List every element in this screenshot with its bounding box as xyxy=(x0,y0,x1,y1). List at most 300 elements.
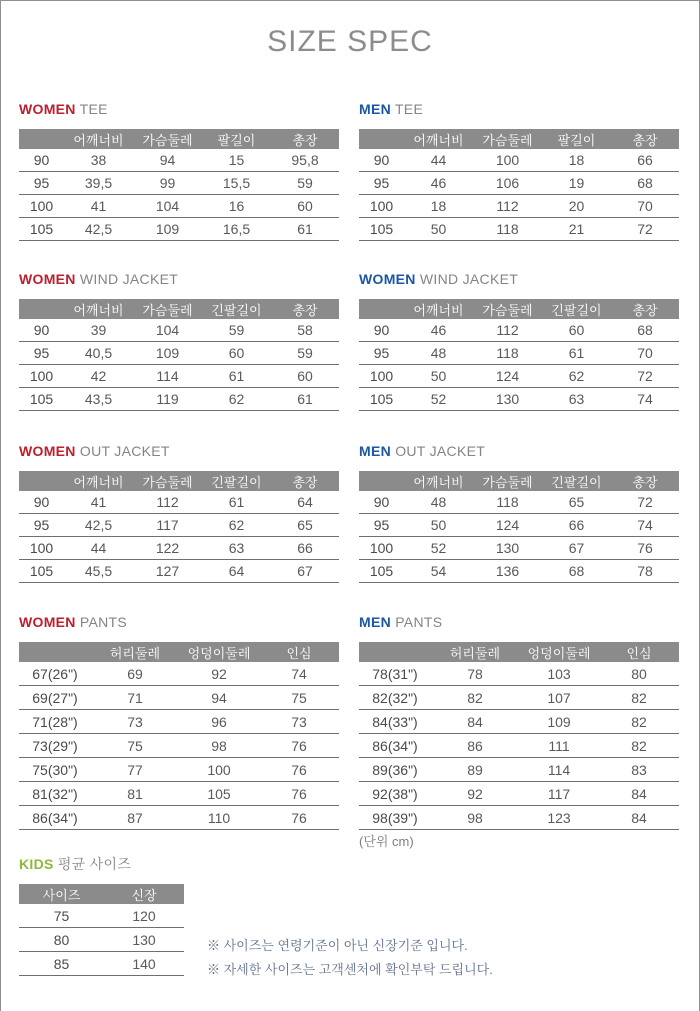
row-size-label: 86(34") xyxy=(19,806,91,830)
column-header: 어깨너비 xyxy=(404,471,473,491)
size-value: 94 xyxy=(133,149,202,172)
size-value: 87 xyxy=(91,806,179,830)
section-title xyxy=(19,101,339,117)
unit-note: (단위 cm) xyxy=(359,834,414,849)
table-row xyxy=(19,149,339,172)
table-row xyxy=(359,560,679,583)
size-value: 77 xyxy=(91,758,179,782)
section-brand-label: WOMEN xyxy=(359,271,416,287)
column-header: 긴팔길이 xyxy=(542,299,611,319)
table-row xyxy=(19,388,339,411)
column-header xyxy=(359,471,404,491)
size-value: 106 xyxy=(473,172,542,195)
table-row xyxy=(19,365,339,388)
column-header xyxy=(359,299,404,319)
section-title xyxy=(359,614,679,630)
row-size-label: 105 xyxy=(19,560,64,583)
size-value: 82 xyxy=(599,686,679,710)
size-value: 60 xyxy=(271,195,339,218)
row-size-label: 90 xyxy=(19,319,64,342)
row-size-label: 100 xyxy=(19,365,64,388)
section-men-pants xyxy=(359,614,679,830)
size-value: 140 xyxy=(104,952,184,976)
size-value: 99 xyxy=(133,172,202,195)
size-value: 63 xyxy=(202,537,271,560)
section-name-label: WIND JACKET xyxy=(415,271,519,287)
size-value: 60 xyxy=(271,365,339,388)
column-header: 어깨너비 xyxy=(404,129,473,149)
size-value: 95,8 xyxy=(271,149,339,172)
row-size-label: 100 xyxy=(359,537,404,560)
section-title xyxy=(359,101,679,117)
column-header: 어깨너비 xyxy=(404,299,473,319)
size-value: 61 xyxy=(271,218,339,241)
table-row xyxy=(359,782,679,806)
size-value: 50 xyxy=(404,365,473,388)
size-value: 81 xyxy=(91,782,179,806)
size-value: 62 xyxy=(202,388,271,411)
row-size-label: 90 xyxy=(359,491,404,514)
column-header: 팔길이 xyxy=(202,129,271,149)
column-header: 허리둘레 xyxy=(91,642,179,662)
size-value: 84 xyxy=(431,710,519,734)
row-size-label: 75 xyxy=(19,904,104,928)
column-header: 총장 xyxy=(611,129,679,149)
table-row xyxy=(359,365,679,388)
size-value: 72 xyxy=(611,218,679,241)
column-header xyxy=(359,129,404,149)
column-header: 팔길이 xyxy=(542,129,611,149)
column-header: 총장 xyxy=(271,471,339,491)
size-value: 52 xyxy=(404,388,473,411)
size-value: 71 xyxy=(91,686,179,710)
size-value: 122 xyxy=(133,537,202,560)
size-value: 82 xyxy=(599,710,679,734)
size-table xyxy=(19,129,339,241)
size-value: 64 xyxy=(202,560,271,583)
table-row xyxy=(359,195,679,218)
column-header: 인심 xyxy=(599,642,679,662)
size-value: 46 xyxy=(404,319,473,342)
size-value: 120 xyxy=(104,904,184,928)
table-row xyxy=(19,560,339,583)
size-value: 59 xyxy=(271,172,339,195)
size-value: 59 xyxy=(202,319,271,342)
size-value: 38 xyxy=(64,149,133,172)
column-header: 엉덩이둘레 xyxy=(179,642,259,662)
row-size-label: 92(38") xyxy=(359,782,431,806)
size-value: 67 xyxy=(542,537,611,560)
size-table xyxy=(19,299,339,411)
footnote: ※ 자세한 사이즈는 고객센처에 확인부탁 드립니다. xyxy=(207,962,493,977)
row-size-label: 81(32") xyxy=(19,782,91,806)
section-kids-평균-사이즈 xyxy=(19,856,184,976)
column-header: 허리둘레 xyxy=(431,642,519,662)
column-header xyxy=(19,299,64,319)
table-row xyxy=(19,195,339,218)
size-value: 61 xyxy=(542,342,611,365)
size-value: 64 xyxy=(271,491,339,514)
size-value: 41 xyxy=(64,195,133,218)
column-header: 인심 xyxy=(259,642,339,662)
table-row xyxy=(359,172,679,195)
table-row xyxy=(359,686,679,710)
table-row xyxy=(19,952,184,976)
section-name-label: OUT JACKET xyxy=(391,443,486,459)
size-value: 112 xyxy=(473,195,542,218)
size-value: 82 xyxy=(431,686,519,710)
size-value: 67 xyxy=(271,560,339,583)
size-value: 117 xyxy=(133,514,202,537)
section-name-label: TEE xyxy=(391,101,424,117)
size-value: 73 xyxy=(259,710,339,734)
row-size-label: 78(31") xyxy=(359,662,431,686)
size-table xyxy=(359,471,679,583)
column-header: 총장 xyxy=(271,129,339,149)
size-value: 109 xyxy=(133,342,202,365)
size-value: 76 xyxy=(259,758,339,782)
footnotes xyxy=(207,934,493,982)
size-value: 76 xyxy=(259,782,339,806)
row-size-label: 105 xyxy=(19,218,64,241)
size-value: 70 xyxy=(611,342,679,365)
size-value: 118 xyxy=(473,218,542,241)
size-value: 74 xyxy=(259,662,339,686)
row-size-label: 98(39") xyxy=(359,806,431,830)
column-header xyxy=(19,642,91,662)
table-row xyxy=(359,806,679,830)
size-value: 60 xyxy=(542,319,611,342)
footnote: ※ 사이즈는 연령기준이 아닌 신장기준 입니다. xyxy=(207,938,468,953)
size-value: 68 xyxy=(611,172,679,195)
row-size-label: 105 xyxy=(19,388,64,411)
section-title xyxy=(19,271,339,287)
size-value: 84 xyxy=(599,806,679,830)
column-header: 엉덩이둘레 xyxy=(519,642,599,662)
column-header: 가슴둘레 xyxy=(133,129,202,149)
size-value: 114 xyxy=(519,758,599,782)
size-value: 111 xyxy=(519,734,599,758)
row-size-label: 95 xyxy=(19,342,64,365)
size-value: 61 xyxy=(202,365,271,388)
table-row xyxy=(359,514,679,537)
column-header: 어깨너비 xyxy=(64,299,133,319)
section-title xyxy=(19,856,184,872)
table-row xyxy=(19,758,339,782)
column-header xyxy=(359,642,431,662)
row-size-label: 95 xyxy=(19,172,64,195)
size-value: 76 xyxy=(611,537,679,560)
section-name-label: OUT JACKET xyxy=(75,443,170,459)
table-row xyxy=(19,928,184,952)
row-size-label: 95 xyxy=(359,172,404,195)
row-size-label: 73(29") xyxy=(19,734,91,758)
column-header: 총장 xyxy=(611,299,679,319)
row-size-label: 90 xyxy=(19,491,64,514)
section-brand-label: MEN xyxy=(359,101,392,117)
section-name-label: PANTS xyxy=(75,614,128,630)
table-row xyxy=(359,662,679,686)
section-brand-label: MEN xyxy=(359,443,392,459)
size-value: 58 xyxy=(271,319,339,342)
size-table xyxy=(19,884,184,976)
table-row xyxy=(359,491,679,514)
section-brand-label: WOMEN xyxy=(19,101,76,117)
size-value: 74 xyxy=(611,388,679,411)
table-row xyxy=(19,342,339,365)
size-value: 15 xyxy=(202,149,271,172)
size-value: 104 xyxy=(133,195,202,218)
size-value: 68 xyxy=(542,560,611,583)
size-value: 96 xyxy=(179,710,259,734)
size-value: 105 xyxy=(179,782,259,806)
size-value: 65 xyxy=(271,514,339,537)
size-value: 84 xyxy=(599,782,679,806)
size-value: 66 xyxy=(271,537,339,560)
size-value: 43,5 xyxy=(64,388,133,411)
table-row xyxy=(19,782,339,806)
size-value: 42,5 xyxy=(64,514,133,537)
section-men-out-jacket xyxy=(359,443,679,583)
size-value: 54 xyxy=(404,560,473,583)
size-value: 98 xyxy=(431,806,519,830)
size-value: 44 xyxy=(64,537,133,560)
size-value: 123 xyxy=(519,806,599,830)
section-brand-label: WOMEN xyxy=(19,443,76,459)
size-value: 59 xyxy=(271,342,339,365)
size-value: 66 xyxy=(611,149,679,172)
section-women-out-jacket xyxy=(19,443,339,583)
size-value: 114 xyxy=(133,365,202,388)
size-value: 100 xyxy=(179,758,259,782)
size-value: 124 xyxy=(473,514,542,537)
column-header: 가슴둘레 xyxy=(473,129,542,149)
row-size-label: 105 xyxy=(359,388,404,411)
table-row xyxy=(359,149,679,172)
column-header: 가슴둘레 xyxy=(473,299,542,319)
size-value: 112 xyxy=(133,491,202,514)
size-value: 112 xyxy=(473,319,542,342)
column-header: 가슴둘레 xyxy=(133,299,202,319)
size-value: 124 xyxy=(473,365,542,388)
section-brand-label: MEN xyxy=(359,614,392,630)
column-header xyxy=(19,129,64,149)
size-value: 130 xyxy=(473,388,542,411)
size-value: 75 xyxy=(91,734,179,758)
column-header: 사이즈 xyxy=(19,884,104,904)
section-name-label: PANTS xyxy=(391,614,443,630)
row-size-label: 67(26") xyxy=(19,662,91,686)
row-size-label: 95 xyxy=(19,514,64,537)
size-value: 61 xyxy=(202,491,271,514)
row-size-label: 80 xyxy=(19,928,104,952)
row-size-label: 71(28") xyxy=(19,710,91,734)
size-table xyxy=(359,129,679,241)
size-value: 109 xyxy=(133,218,202,241)
size-value: 100 xyxy=(473,149,542,172)
size-value: 107 xyxy=(519,686,599,710)
size-value: 15,5 xyxy=(202,172,271,195)
size-value: 44 xyxy=(404,149,473,172)
size-value: 65 xyxy=(542,491,611,514)
row-size-label: 85 xyxy=(19,952,104,976)
size-table xyxy=(19,471,339,583)
size-table xyxy=(359,642,679,830)
size-value: 130 xyxy=(104,928,184,952)
column-header: 신장 xyxy=(104,884,184,904)
section-brand-label: WOMEN xyxy=(19,271,76,287)
section-title xyxy=(359,443,679,459)
table-row xyxy=(19,662,339,686)
table-row xyxy=(359,710,679,734)
page-title: SIZE SPEC xyxy=(267,25,433,58)
column-header xyxy=(19,471,64,491)
size-value: 72 xyxy=(611,491,679,514)
size-value: 78 xyxy=(611,560,679,583)
size-value: 21 xyxy=(542,218,611,241)
table-row xyxy=(19,218,339,241)
row-size-label: 100 xyxy=(359,365,404,388)
section-title xyxy=(359,271,679,287)
size-value: 127 xyxy=(133,560,202,583)
size-value: 39,5 xyxy=(64,172,133,195)
size-value: 75 xyxy=(259,686,339,710)
size-value: 94 xyxy=(179,686,259,710)
table-row xyxy=(359,388,679,411)
size-value: 117 xyxy=(519,782,599,806)
size-value: 104 xyxy=(133,319,202,342)
size-value: 119 xyxy=(133,388,202,411)
size-value: 98 xyxy=(179,734,259,758)
column-header: 총장 xyxy=(271,299,339,319)
size-value: 41 xyxy=(64,491,133,514)
table-row xyxy=(359,218,679,241)
size-table xyxy=(19,642,339,830)
section-women-wind-jacket xyxy=(359,271,679,411)
size-value: 118 xyxy=(473,491,542,514)
size-value: 48 xyxy=(404,491,473,514)
section-women-pants xyxy=(19,614,339,830)
size-value: 103 xyxy=(519,662,599,686)
size-value: 61 xyxy=(271,388,339,411)
size-value: 92 xyxy=(179,662,259,686)
size-value: 130 xyxy=(473,537,542,560)
size-value: 74 xyxy=(611,514,679,537)
column-header: 긴팔길이 xyxy=(202,299,271,319)
column-header: 긴팔길이 xyxy=(542,471,611,491)
size-value: 63 xyxy=(542,388,611,411)
column-header: 어깨너비 xyxy=(64,471,133,491)
section-name-label: WIND JACKET xyxy=(75,271,179,287)
table-row xyxy=(19,491,339,514)
table-row xyxy=(19,686,339,710)
size-value: 66 xyxy=(542,514,611,537)
size-value: 16 xyxy=(202,195,271,218)
row-size-label: 95 xyxy=(359,342,404,365)
size-value: 60 xyxy=(202,342,271,365)
row-size-label: 69(27") xyxy=(19,686,91,710)
column-header: 긴팔길이 xyxy=(202,471,271,491)
table-row xyxy=(19,806,339,830)
size-value: 62 xyxy=(202,514,271,537)
section-name-label: 평균 사이즈 xyxy=(53,856,132,872)
section-men-tee xyxy=(359,101,679,241)
size-value: 82 xyxy=(599,734,679,758)
size-value: 48 xyxy=(404,342,473,365)
size-value: 40,5 xyxy=(64,342,133,365)
row-size-label: 86(34") xyxy=(359,734,431,758)
size-value: 70 xyxy=(611,195,679,218)
row-size-label: 84(33") xyxy=(359,710,431,734)
table-row xyxy=(19,710,339,734)
size-value: 86 xyxy=(431,734,519,758)
size-value: 118 xyxy=(473,342,542,365)
table-row xyxy=(359,734,679,758)
size-value: 50 xyxy=(404,514,473,537)
table-row xyxy=(359,537,679,560)
row-size-label: 105 xyxy=(359,218,404,241)
table-row xyxy=(19,514,339,537)
section-name-label: TEE xyxy=(75,101,108,117)
size-table xyxy=(359,299,679,411)
size-value: 78 xyxy=(431,662,519,686)
table-row xyxy=(359,342,679,365)
size-value: 62 xyxy=(542,365,611,388)
section-title xyxy=(19,614,339,630)
row-size-label: 75(30") xyxy=(19,758,91,782)
row-size-label: 100 xyxy=(359,195,404,218)
size-value: 19 xyxy=(542,172,611,195)
row-size-label: 90 xyxy=(359,319,404,342)
size-value: 45,5 xyxy=(64,560,133,583)
column-header: 총장 xyxy=(611,471,679,491)
size-value: 68 xyxy=(611,319,679,342)
size-value: 80 xyxy=(599,662,679,686)
size-value: 76 xyxy=(259,734,339,758)
row-size-label: 90 xyxy=(19,149,64,172)
column-header: 가슴둘레 xyxy=(473,471,542,491)
size-value: 42 xyxy=(64,365,133,388)
size-value: 109 xyxy=(519,710,599,734)
size-value: 18 xyxy=(542,149,611,172)
column-header: 어깨너비 xyxy=(64,129,133,149)
table-row xyxy=(359,758,679,782)
column-header: 가슴둘레 xyxy=(133,471,202,491)
row-size-label: 105 xyxy=(359,560,404,583)
size-value: 42,5 xyxy=(64,218,133,241)
size-value: 92 xyxy=(431,782,519,806)
size-value: 20 xyxy=(542,195,611,218)
table-row xyxy=(19,904,184,928)
size-value: 52 xyxy=(404,537,473,560)
size-value: 110 xyxy=(179,806,259,830)
size-value: 89 xyxy=(431,758,519,782)
size-value: 39 xyxy=(64,319,133,342)
section-brand-label: KIDS xyxy=(19,856,54,872)
size-value: 50 xyxy=(404,218,473,241)
table-row xyxy=(19,734,339,758)
table-row xyxy=(359,319,679,342)
row-size-label: 90 xyxy=(359,149,404,172)
row-size-label: 82(32") xyxy=(359,686,431,710)
row-size-label: 95 xyxy=(359,514,404,537)
size-value: 136 xyxy=(473,560,542,583)
size-value: 73 xyxy=(91,710,179,734)
row-size-label: 100 xyxy=(19,537,64,560)
size-value: 69 xyxy=(91,662,179,686)
section-brand-label: WOMEN xyxy=(19,614,76,630)
table-row xyxy=(19,319,339,342)
